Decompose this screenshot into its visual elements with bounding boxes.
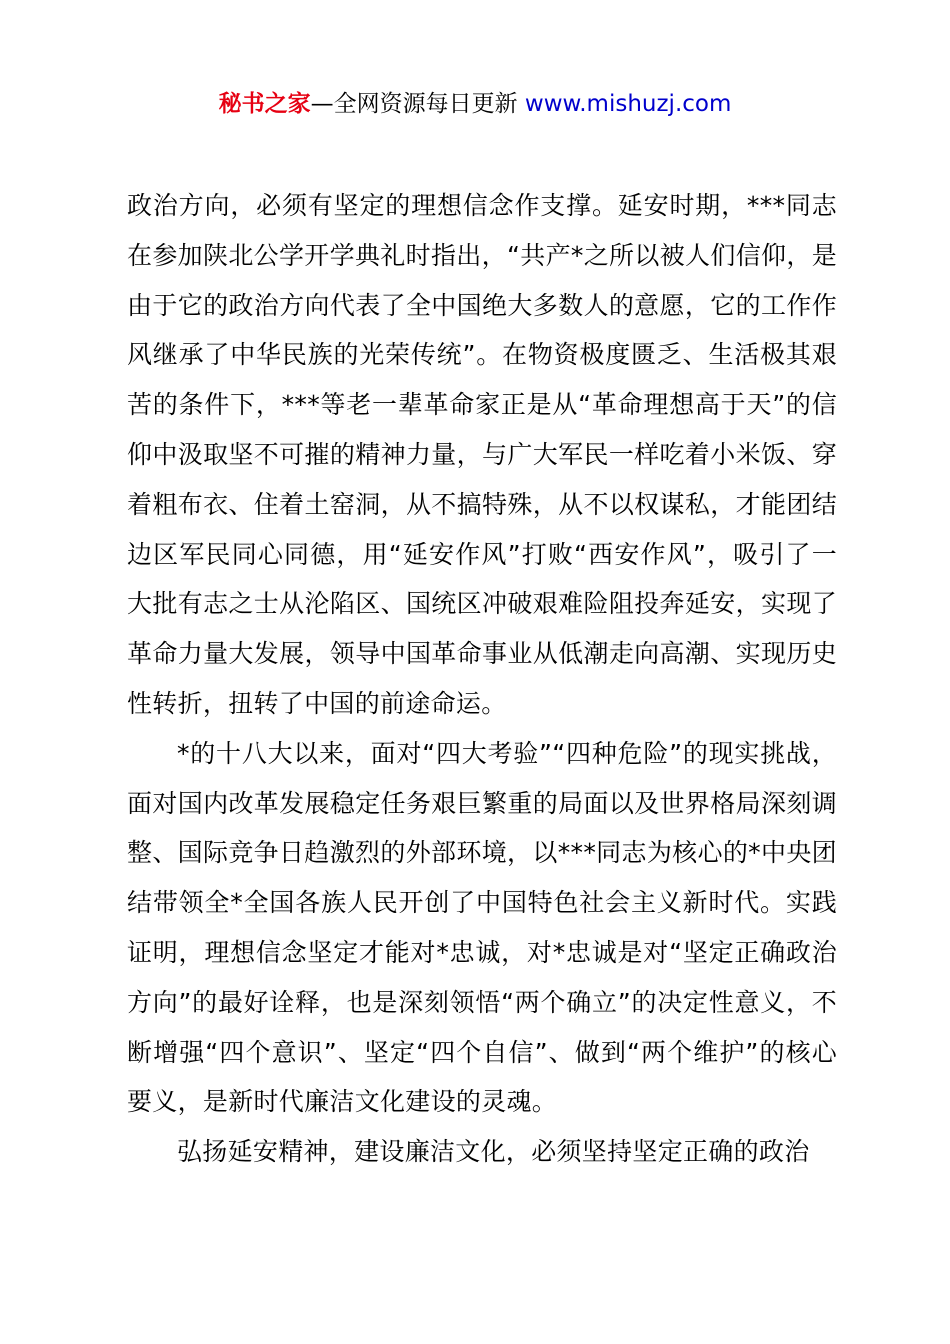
site-brand: 秘书之家 [218, 91, 311, 117]
document-body [127, 181, 837, 1177]
site-url[interactable]: www.mishuzj.com [524, 91, 732, 117]
paragraph-3: 弘扬延安精神，建设廉洁文化，必须坚持坚定正确的政治 [177, 1137, 810, 1167]
paragraph-1: 政治方向，必须有坚定的理想信念作支撑。延安时期，***同志在参加陕北公学开学典礼时指出，“共产*之所以被人们信仰，是由于它的政治方向代表了全中国绝大多数人的意愿，它的工作作风继承了中华民族的光荣传统”。在物资极度匮乏、生活极其艰苦的条件下，***等老一辈革命家正是从“革命理想高于天”的信仰中汲取坚不可摧的精神力量，与广大军民一样吃着小米饭、穿着粗布衣、住着土窑洞，从不搞特殊，从不以权谋私，才能团结边区军民同心同德，用“延安作风”打败“西安作风”，吸引了一大批有志之士从沦陷区、国统区冲破艰难险阻投奔延安，实现了革命力量大发展，领导中国革命事业从低潮走向高潮、实现历史性转折，扭转了中国的前途命运。 [127, 191, 837, 718]
paragraph-2: *的十八大以来，面对“四大考验”“四种危险”的现实挑战，面对国内改革发展稳定任务艰巨繁重的局面以及世界格局深刻调整、国际竞争日趋激烈的外部环境，以***同志为核心的*中央团结带领全*全国各族人民开创了中国特色社会主义新时代。实践证明，理想信念坚定才能对*忠诚，对*忠诚是对“坚定正确政治方向”的最好诠释，也是深刻领悟“两个确立”的决定性意义，不断增强“四个意识”、坚定“四个自信”、做到“两个维护”的核心要义，是新时代廉洁文化建设的灵魂。 [127, 738, 837, 1117]
page-header [0, 86, 950, 122]
site-tagline: —全网资源每日更新 [310, 91, 525, 117]
